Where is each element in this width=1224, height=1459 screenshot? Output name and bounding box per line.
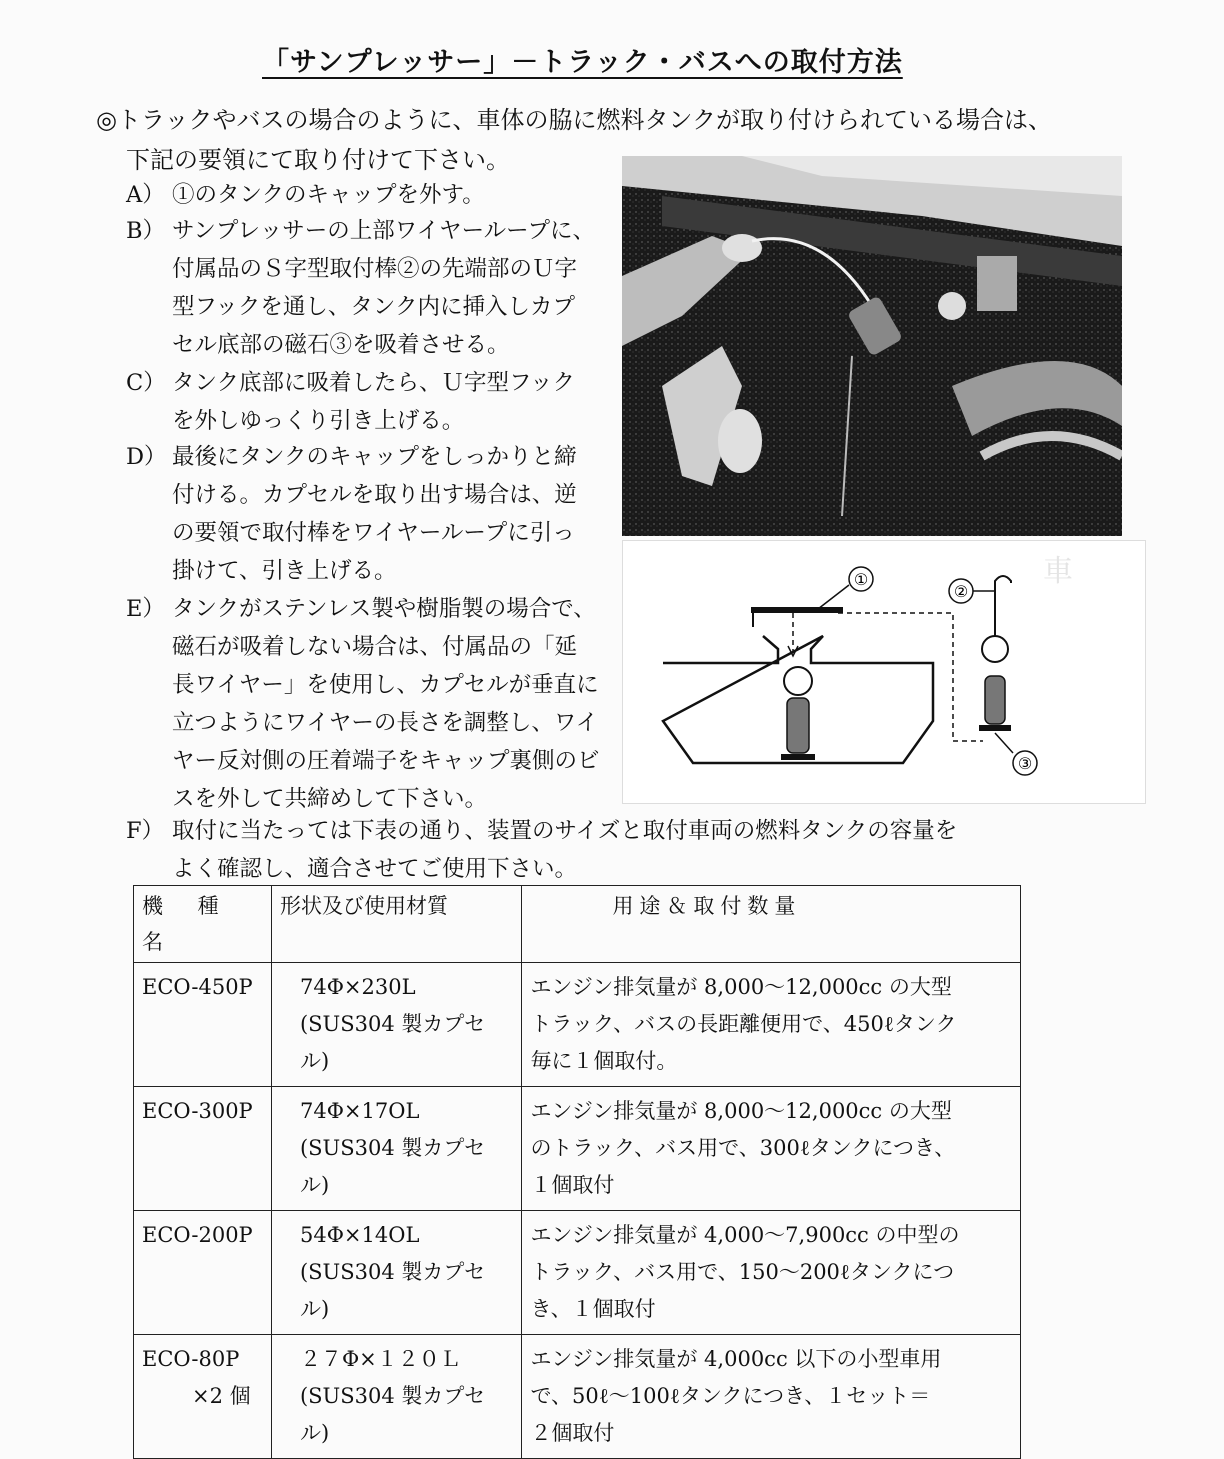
step-line: 掛けて、引き上げる。 [172, 558, 397, 584]
step-line: ヤー反対側の圧着端子をキャップ裏側のビ [172, 748, 600, 774]
step-line: 最後にタンクのキャップをしっかりと締 [172, 444, 577, 470]
table-row [134, 963, 1021, 1087]
header-shape: 形状及び使用材質 [271, 886, 521, 963]
table-row [134, 1335, 1021, 1459]
cell-use [522, 1211, 1021, 1335]
step-line: 取付に当たっては下表の通り、装置のサイズと取付車両の燃料タンクの容量を [172, 818, 958, 844]
step-line: の要領で取付棒をワイヤーループに引っ [172, 520, 575, 546]
step-line: 付属品のＳ字型取付棒②の先端部のＵ字 [172, 256, 578, 282]
table-row [134, 1087, 1021, 1211]
step-line: ①のタンクのキャップを外す。 [172, 182, 485, 208]
use-line: トラック、バス用で、150～200ℓタンクにつ [530, 1260, 955, 1284]
model-name: ECO-450P [142, 975, 253, 999]
header-model: 機 種 名 [134, 886, 272, 963]
cell-shape [271, 963, 521, 1087]
step-line: セル底部の磁石③を吸着させる。 [172, 332, 510, 358]
step-line: 磁石が吸着しない場合は、付属品の「延 [172, 634, 578, 660]
shape-material: (SUS304 製カプセル) [299, 1260, 486, 1321]
step-b [126, 212, 595, 364]
use-line: のトラック、バス用で、300ℓタンクにつき、 [530, 1136, 956, 1160]
use-line: エンジン排気量が 4,000～7,900cc の中型の [530, 1223, 960, 1247]
step-label: D） [126, 444, 167, 470]
step-label: C） [126, 370, 166, 396]
step-d [126, 438, 577, 590]
cell-use [522, 1335, 1021, 1459]
model-quantity: ×2 個 [192, 1384, 251, 1408]
step-line: サンプレッサーの上部ワイヤーループに、 [172, 218, 596, 244]
shape-size: 74Φ×17OL [299, 1099, 420, 1123]
shape-material: (SUS304 製カプセル) [299, 1136, 486, 1197]
table-row [134, 1211, 1021, 1335]
intro-line-2: 下記の要領にて取り付けて下さい。 [126, 146, 510, 174]
step-label: A） [126, 182, 165, 208]
diagram-label-1: ① [853, 570, 869, 589]
step-line: スを外して共締めして下さい。 [172, 786, 488, 812]
shape-size: 74Φ×230L [299, 975, 416, 999]
use-line: トラック、バスの長距離便用で、450ℓタンク [530, 1012, 957, 1036]
installation-photo [622, 156, 1122, 536]
step-line: タンクがステンレス製や樹脂製の場合で、 [172, 596, 596, 622]
step-label: F） [126, 818, 165, 844]
use-line: エンジン排気量が 8,000～12,000cc の大型 [530, 1099, 952, 1123]
use-line: き、１個取付 [530, 1297, 656, 1321]
step-label: B） [126, 218, 166, 244]
step-line: 長ワイヤー」を使用し、カプセルが垂直に [172, 672, 599, 698]
shape-size: 54Φ×14OL [299, 1223, 420, 1247]
diagram-drawing [623, 541, 1145, 803]
cell-model [134, 1087, 272, 1211]
use-line: で、50ℓ～100ℓタンクにつき、１セット＝ [530, 1384, 931, 1408]
diagram-label-3: ③ [1017, 754, 1033, 773]
cell-model [134, 963, 272, 1087]
cell-use [522, 963, 1021, 1087]
installation-diagram [622, 540, 1146, 804]
use-line: エンジン排気量が 4,000cc 以下の小型車用 [530, 1347, 942, 1371]
shape-material: (SUS304 製カプセル) [299, 1384, 486, 1445]
use-line: エンジン排気量が 8,000～12,000cc の大型 [530, 975, 952, 999]
model-name: ECO-200P [142, 1223, 253, 1247]
step-a [126, 176, 485, 214]
cell-model [134, 1335, 272, 1459]
table-header-row [134, 886, 1021, 963]
page-title: 「サンプレッサー」－トラック・バスへの取付方法 [262, 47, 903, 78]
diagram-label-2: ② [953, 582, 969, 601]
step-c [126, 364, 575, 440]
step-line: 立つようにワイヤーの長さを調整し、ワイ [172, 710, 599, 736]
step-line: よく確認し、適合させてご使用下さい。 [172, 856, 578, 882]
installation-photo-drawing [622, 156, 1122, 536]
step-line: 型フックを通し、タンク内に挿入しカプ [172, 294, 575, 320]
use-line: １個取付 [530, 1173, 615, 1197]
step-line: を外しゆっくり引き上げる。 [172, 408, 465, 434]
step-e [126, 590, 600, 818]
step-f [126, 812, 957, 888]
cell-shape [271, 1087, 521, 1211]
shape-material: (SUS304 製カプセル) [299, 1012, 486, 1073]
header-use: 用途＆取付数量 [522, 886, 1021, 963]
model-name: ECO-80P [142, 1347, 240, 1371]
step-label: E） [126, 596, 165, 622]
use-line: ２個取付 [530, 1421, 615, 1445]
spec-table [133, 885, 1021, 1459]
svg-text:車: 車 [1043, 554, 1073, 589]
use-line: 毎に１個取付。 [530, 1049, 678, 1073]
model-name: ECO-300P [142, 1099, 253, 1123]
intro-line-1: ◎トラックやバスの場合のように、車体の脇に燃料タンクが取り付けられている場合は、 [96, 106, 1052, 134]
step-line: 付ける。カプセルを取り出す場合は、逆 [172, 482, 577, 508]
cell-shape [271, 1335, 521, 1459]
cell-use [522, 1087, 1021, 1211]
shape-size: ２７Φ×１２０Ｌ [299, 1347, 461, 1371]
cell-model [134, 1211, 272, 1335]
step-line: タンク底部に吸着したら、Ｕ字型フック [172, 370, 575, 396]
cell-shape [271, 1211, 521, 1335]
